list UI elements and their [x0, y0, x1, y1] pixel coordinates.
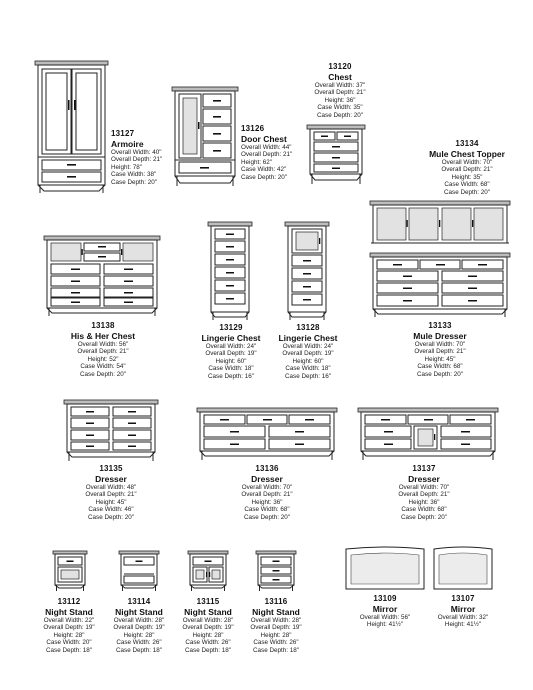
- spec-line: Case Width: 68": [244, 506, 290, 514]
- spec-line: Overall Depth: 21": [77, 348, 129, 356]
- spec-line: Case Depth: 20": [241, 173, 287, 181]
- spec-line: Case Width: 46": [88, 506, 134, 514]
- spec-line: Height: 78": [111, 163, 142, 171]
- item-number: 13115: [196, 597, 220, 606]
- spec-line: Overall Width: 22": [43, 616, 95, 624]
- spec-line: Height: 41½": [444, 621, 482, 629]
- item-number: 13112: [57, 597, 81, 606]
- spec-line: Height: 28": [192, 631, 224, 639]
- spec-line: Case Depth: 16": [208, 372, 254, 380]
- spec-line: Overall Depth: 21": [314, 89, 366, 97]
- spec-line: Overall Depth: 19": [282, 350, 334, 358]
- spec-line: Case Depth: 20": [317, 111, 363, 119]
- spec-line: Overall Width: 70": [441, 158, 493, 166]
- mirror-13109-drawing: [345, 546, 425, 590]
- spec-line: Overall Depth: 21": [241, 491, 293, 499]
- spec-line: Overall Depth: 21": [441, 166, 493, 174]
- spec-line: Overall Width: 37": [314, 81, 366, 89]
- item-name: Lingerie Chest: [201, 332, 261, 343]
- night-stand-13114-drawing: [118, 550, 160, 592]
- spec-line: Overall Depth: 21": [398, 491, 450, 499]
- night-stand-13112-label: [32, 597, 106, 655]
- item-name: Door Chest: [241, 133, 287, 144]
- item-number: 13126: [241, 124, 265, 133]
- spec-line: Overall Depth: 19": [113, 624, 165, 632]
- mule-chest-topper-label: [412, 139, 522, 197]
- night-stand-13115-drawing: [187, 550, 229, 592]
- armoire-drawing: [34, 60, 109, 195]
- spec-line: Case Depth: 18": [253, 646, 299, 654]
- item-name: Lingerie Chest: [278, 332, 338, 343]
- spec-line: Case Depth: 20": [80, 370, 126, 378]
- spec-line: Overall Depth: 19": [182, 624, 234, 632]
- spec-line: Case Width: 26": [185, 639, 231, 647]
- item-name: Night Stand: [115, 606, 163, 617]
- spec-line: Overall Depth: 21": [85, 491, 137, 499]
- spec-line: Overall Width: 28": [182, 616, 234, 624]
- item-number: 13107: [451, 594, 475, 603]
- spec-line: Height: 28": [260, 631, 292, 639]
- item-name: Night Stand: [252, 606, 300, 617]
- mule-dresser-drawing: [369, 252, 511, 318]
- night-stand-13116-label: [239, 597, 313, 655]
- spec-line: Case Width: 26": [253, 639, 299, 647]
- night-stand-13114-label: [102, 597, 176, 655]
- dresser-13137-drawing: [357, 407, 499, 461]
- item-name: Mirror: [372, 603, 398, 614]
- mule-dresser-label: [392, 321, 488, 379]
- his-her-chest-drawing: [43, 235, 161, 317]
- item-number: 13137: [412, 464, 436, 473]
- night-stand-13116-drawing: [255, 550, 297, 592]
- spec-line: Height: 52": [87, 355, 119, 363]
- spec-line: Overall Depth: 21": [414, 348, 466, 356]
- spec-line: Overall Width: 24": [282, 342, 334, 350]
- item-number: 13120: [328, 62, 352, 71]
- item-number: 13136: [255, 464, 279, 473]
- night-stand-13115-label: [171, 597, 245, 655]
- lingerie-chest-door-drawing: [284, 221, 330, 321]
- mule-chest-topper-drawing: [369, 200, 511, 246]
- mirror-13107-drawing: [433, 546, 493, 590]
- item-number: 13127: [111, 129, 135, 138]
- item-number: 13114: [127, 597, 151, 606]
- spec-line: Case Width: 42": [241, 166, 287, 174]
- spec-line: Overall Width: 32": [437, 613, 489, 621]
- spec-line: Height: 36": [251, 498, 283, 506]
- spec-line: Case Depth: 18": [185, 646, 231, 654]
- item-number: 13128: [296, 323, 320, 332]
- dresser-13135-label: [70, 464, 152, 522]
- spec-line: Case Depth: 18": [116, 646, 162, 654]
- item-name: Armoire: [111, 138, 144, 149]
- spec-line: Height: 28": [123, 631, 155, 639]
- spec-line: Case Depth: 16": [285, 372, 331, 380]
- chest-label: [300, 62, 380, 120]
- spec-line: Overall Width: 40": [111, 148, 162, 156]
- item-name: Mule Chest Topper: [429, 148, 505, 159]
- item-name: Dresser: [408, 473, 440, 484]
- spec-line: Height: 60": [215, 357, 247, 365]
- spec-line: Height: 60": [292, 357, 324, 365]
- spec-line: Case Depth: 20": [88, 513, 134, 521]
- spec-line: Overall Width: 48": [85, 483, 137, 491]
- his-her-chest-label: [60, 321, 146, 379]
- spec-line: Overall Depth: 19": [250, 624, 302, 632]
- door-chest-label: [241, 124, 292, 182]
- spec-line: Height: 45": [424, 355, 456, 363]
- dresser-13136-drawing: [196, 407, 338, 461]
- item-name: Night Stand: [184, 606, 232, 617]
- night-stand-13112-drawing: [52, 550, 88, 592]
- spec-line: Case Width: 54": [80, 363, 126, 371]
- spec-line: Case Width: 26": [116, 639, 162, 647]
- spec-line: Overall Width: 44": [241, 143, 292, 151]
- spec-line: Height: 35": [451, 173, 483, 181]
- spec-line: Case Width: 68": [444, 181, 490, 189]
- spec-line: Case Width: 18": [208, 365, 254, 373]
- dresser-13136-label: [226, 464, 308, 522]
- spec-line: Overall Width: 70": [241, 483, 293, 491]
- dresser-13137-label: [383, 464, 465, 522]
- spec-line: Overall Width: 24": [205, 342, 257, 350]
- spec-line: Case Width: 68": [401, 506, 447, 514]
- spec-line: Overall Width: 28": [113, 616, 165, 624]
- spec-line: Case Depth: 20": [244, 513, 290, 521]
- spec-line: Case Width: 38": [111, 171, 157, 179]
- spec-line: Overall Width: 56": [77, 340, 129, 348]
- spec-line: Case Depth: 20": [444, 188, 490, 196]
- spec-line: Case Depth: 20": [401, 513, 447, 521]
- mirror-13109-label: [345, 594, 425, 629]
- lingerie-chest-13129-label: [195, 323, 267, 381]
- item-name: Chest: [328, 71, 352, 82]
- spec-line: Height: 41½": [366, 621, 404, 629]
- item-name: Mirror: [450, 603, 476, 614]
- item-name: His & Her Chest: [70, 330, 136, 341]
- spec-line: Case Width: 35": [317, 104, 363, 112]
- dresser-13135-drawing: [63, 399, 159, 462]
- item-number: 13135: [99, 464, 123, 473]
- item-number: 13129: [219, 323, 243, 332]
- spec-line: Height: 62": [241, 158, 272, 166]
- spec-line: Case Width: 68": [417, 363, 463, 371]
- spec-line: Height: 45": [95, 498, 127, 506]
- item-number: 13134: [455, 139, 479, 148]
- lingerie-chest-13128-label: [272, 323, 344, 381]
- item-name: Dresser: [251, 473, 283, 484]
- lingerie-chest-drawers-drawing: [207, 221, 253, 321]
- item-number: 13109: [373, 594, 397, 603]
- spec-line: Overall Depth: 19": [43, 624, 95, 632]
- chest-drawing: [306, 124, 366, 186]
- item-number: 13133: [428, 321, 452, 330]
- spec-line: Height: 36": [324, 96, 356, 104]
- spec-line: Case Width: 18": [285, 365, 331, 373]
- spec-line: Overall Depth: 19": [205, 350, 257, 358]
- spec-line: Case Depth: 20": [417, 370, 463, 378]
- item-number: 13138: [91, 321, 115, 330]
- spec-line: Overall Width: 28": [250, 616, 302, 624]
- door-chest-drawing: [171, 86, 239, 190]
- mirror-13107-label: [423, 594, 503, 629]
- spec-line: Case Depth: 20": [111, 178, 157, 186]
- item-name: Dresser: [95, 473, 127, 484]
- armoire-label: [111, 129, 162, 187]
- spec-line: Overall Depth: 21": [111, 156, 163, 164]
- spec-line: Height: 36": [408, 498, 440, 506]
- item-name: Mule Dresser: [413, 330, 467, 341]
- spec-line: Case Depth: 18": [46, 646, 92, 654]
- item-name: Night Stand: [45, 606, 93, 617]
- spec-line: Overall Width: 70": [398, 483, 450, 491]
- spec-line: Overall Width: 56": [359, 613, 411, 621]
- spec-line: Overall Width: 70": [414, 340, 466, 348]
- spec-line: Overall Depth: 21": [241, 151, 293, 159]
- item-number: 13116: [264, 597, 288, 606]
- spec-line: Height: 28": [53, 631, 85, 639]
- spec-line: Case Width: 20": [46, 639, 92, 647]
